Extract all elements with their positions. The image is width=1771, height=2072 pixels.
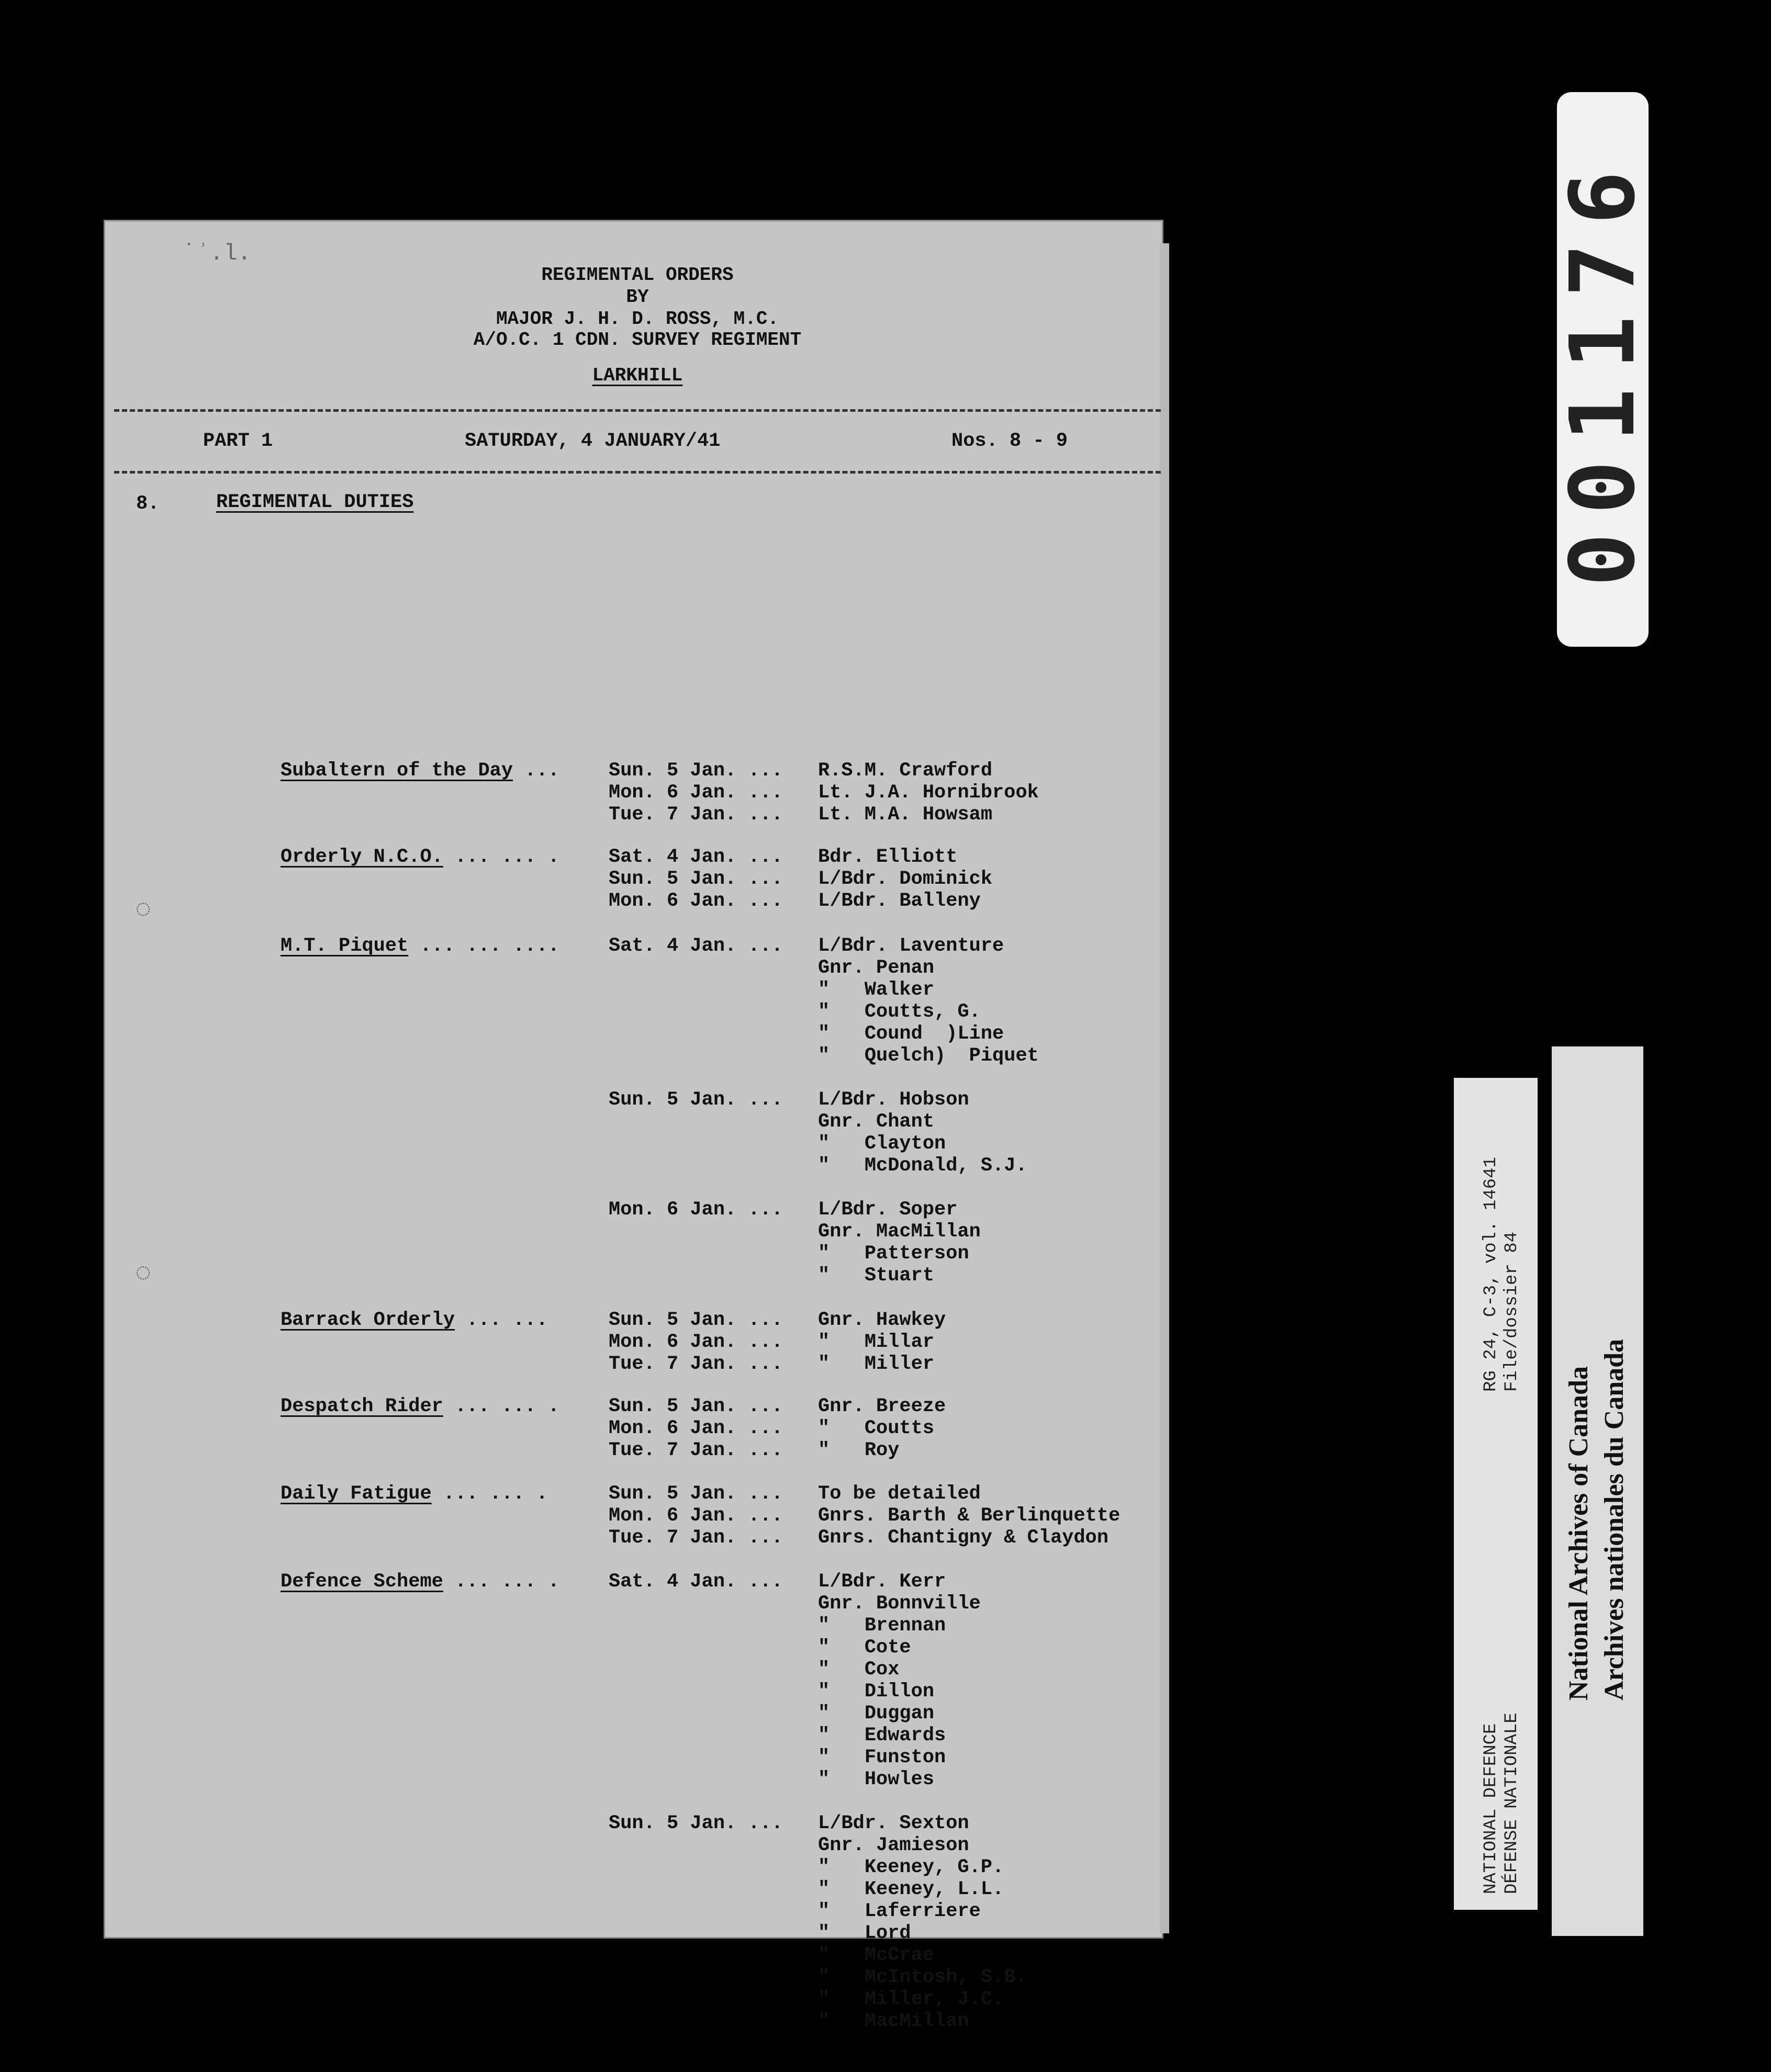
duty-assignee: " Laferriere — [818, 1900, 981, 1922]
duty-assignee: " Brennan — [818, 1615, 946, 1637]
duty-label: Daily Fatigue ... ... . — [281, 1483, 548, 1505]
section-title: REGIMENTAL DUTIES — [216, 491, 414, 513]
duty-assignee: " Cox — [818, 1659, 900, 1681]
duty-assignee: " Clayton — [818, 1133, 946, 1155]
duty-date: Mon. 6 Jan. ... — [609, 1331, 783, 1353]
header-by: BY — [626, 286, 649, 308]
duty-assignee: Gnr. Bonnville — [818, 1593, 981, 1615]
header-location: LARKHILL — [592, 365, 683, 386]
duty-date: Mon. 6 Jan. ... — [609, 782, 783, 804]
pencil-mark: ˙ʾ.l. — [182, 241, 252, 267]
duty-assignee: Gnr. Hawkey — [818, 1309, 946, 1331]
duty-assignee: Lt. J.A. Hornibrook — [818, 782, 1039, 804]
duty-date: Tue. 7 Jan. ... — [609, 804, 783, 826]
punch-hole: ◌ — [135, 895, 152, 926]
duty-date: Sun. 5 Jan. ... — [609, 1812, 783, 1834]
duty-assignee: Gnrs. Barth & Berlinquette — [818, 1505, 1120, 1527]
header-officer: MAJOR J. H. D. ROSS, M.C. — [496, 308, 779, 330]
reference-line1: RG 24, C-3, vol. 14641 — [1481, 1157, 1501, 1392]
duty-assignee: " Cote — [818, 1637, 911, 1659]
duty-assignee: L/Bdr. Hobson — [818, 1089, 969, 1111]
duty-date: Tue. 7 Jan. ... — [609, 1439, 783, 1461]
reference-line2: File/dossier 84 — [1502, 1231, 1522, 1392]
duty-assignee: Gnr. Penan — [818, 957, 935, 979]
duty-assignee: " Coutts, G. — [818, 1001, 981, 1023]
duty-assignee: " Keeney, G.P. — [818, 1856, 1004, 1878]
duty-date: Sat. 4 Jan. ... — [609, 846, 783, 868]
header-title: REGIMENTAL ORDERS — [541, 264, 734, 286]
order-numbers: Nos. 8 - 9 — [951, 430, 1068, 452]
duty-assignee: L/Bdr. Laventure — [818, 935, 1004, 957]
archive-number-stamp — [1551, 92, 1655, 647]
duty-assignee: " Miller — [818, 1353, 935, 1375]
duty-assignee: " Miller, J.C. — [818, 1988, 1004, 2010]
duty-assignee: L/Bdr. Dominick — [818, 868, 993, 890]
duty-date: Sun. 5 Jan. ... — [609, 1089, 783, 1111]
duty-assignee: " Edwards — [818, 1725, 946, 1747]
duty-date: Mon. 6 Jan. ... — [609, 890, 783, 912]
duty-assignee: L/Bdr. Sexton — [818, 1812, 969, 1834]
archives-label — [1552, 1046, 1643, 1936]
duty-assignee: " Dillon — [818, 1681, 935, 1703]
duty-assignee: " Roy — [818, 1439, 900, 1461]
duty-assignee: " Walker — [818, 979, 935, 1001]
duty-date: Sun. 5 Jan. ... — [609, 1309, 783, 1331]
duty-assignee: Lt. M.A. Howsam — [818, 804, 993, 826]
duty-date: Sun. 5 Jan. ... — [609, 868, 783, 890]
duty-assignee: " McIntosh, S.B. — [818, 1966, 1027, 1988]
document-page — [104, 220, 1163, 2032]
duty-date: Tue. 7 Jan. ... — [609, 1353, 783, 1375]
duty-label: Defence Scheme ... ... . — [281, 1571, 559, 1593]
duty-assignee: Gnr. Chant — [818, 1111, 935, 1133]
duty-label: M.T. Piquet ... ... .... — [281, 935, 559, 957]
duty-date: Mon. 6 Jan. ... — [609, 1417, 783, 1439]
header-unit: A/O.C. 1 CDN. SURVEY REGIMENT — [473, 329, 802, 351]
archives-line2: Archives nationales du Canada — [1599, 1338, 1629, 1701]
duty-date: Sun. 5 Jan. ... — [609, 1483, 783, 1505]
duty-assignee: Gnr. Jamieson — [818, 1834, 969, 1856]
duty-assignee: Gnr. MacMillan — [818, 1221, 981, 1243]
duty-label: Orderly N.C.O. ... ... . — [281, 846, 559, 868]
duty-assignee: " Patterson — [818, 1243, 969, 1265]
sheet-edge — [1160, 243, 1169, 1933]
duty-assignee: R.S.M. Crawford — [818, 760, 993, 782]
duty-assignee: " McDonald, S.J. — [818, 1155, 1027, 1177]
duty-label: Despatch Rider ... ... . — [281, 1395, 559, 1417]
duty-assignee: " Keeney, L.L. — [818, 1878, 1004, 1900]
duty-assignee: " Millar — [818, 1331, 935, 1353]
duty-date: Tue. 7 Jan. ... — [609, 1527, 783, 1549]
duty-date: Mon. 6 Jan. ... — [609, 1505, 783, 1527]
department-line1: NATIONAL DEFENCE — [1481, 1723, 1501, 1894]
duty-label: Barrack Orderly ... ... — [281, 1309, 548, 1331]
header-rule-top — [114, 409, 1161, 412]
section-number: 8. — [136, 493, 160, 515]
part-number: PART 1 — [203, 430, 273, 452]
reference-label — [1454, 1078, 1538, 1910]
duty-assignee: " Duggan — [818, 1703, 935, 1725]
duty-assignee: Bdr. Elliott — [818, 846, 958, 868]
duty-assignee: To be detailed — [818, 1483, 981, 1505]
department-line2: DÉFENSE NATIONALE — [1502, 1713, 1522, 1894]
duty-label: Subaltern of the Day ... — [281, 760, 559, 782]
duty-assignee: Gnrs. Chantigny & Claydon — [818, 1527, 1109, 1549]
duty-assignee: L/Bdr. Balleny — [818, 890, 981, 912]
duty-assignee: " Lord — [818, 1922, 911, 1944]
order-date: SATURDAY, 4 JANUARY/41 — [465, 430, 721, 452]
duty-assignee: Gnr. Breeze — [818, 1395, 946, 1417]
header-rule-bottom — [114, 471, 1161, 474]
duty-date: Sun. 5 Jan. ... — [609, 760, 783, 782]
archives-line1: National Archives of Canada — [1564, 1366, 1594, 1701]
duty-assignee: " Coutts — [818, 1417, 935, 1439]
punch-hole: ◌ — [135, 1258, 152, 1289]
duty-date: Sat. 4 Jan. ... — [609, 935, 783, 957]
duty-assignee: " MacMillan — [818, 2010, 969, 2032]
duty-assignee: " Stuart — [818, 1265, 935, 1287]
duty-assignee: L/Bdr. Soper — [818, 1199, 958, 1221]
duty-assignee: " McCrae — [818, 1944, 935, 1966]
duty-date: Sat. 4 Jan. ... — [609, 1571, 783, 1593]
duty-assignee: " Cound )Line — [818, 1023, 1004, 1045]
duty-assignee: " Howles — [818, 1769, 935, 1791]
duty-assignee: " Funston — [818, 1747, 946, 1769]
archive-number: 001176 — [1551, 152, 1655, 587]
duty-assignee: " Quelch) Piquet — [818, 1045, 1039, 1067]
duty-assignee: L/Bdr. Kerr — [818, 1571, 946, 1593]
duty-date: Mon. 6 Jan. ... — [609, 1199, 783, 1221]
duty-date: Sun. 5 Jan. ... — [609, 1395, 783, 1417]
